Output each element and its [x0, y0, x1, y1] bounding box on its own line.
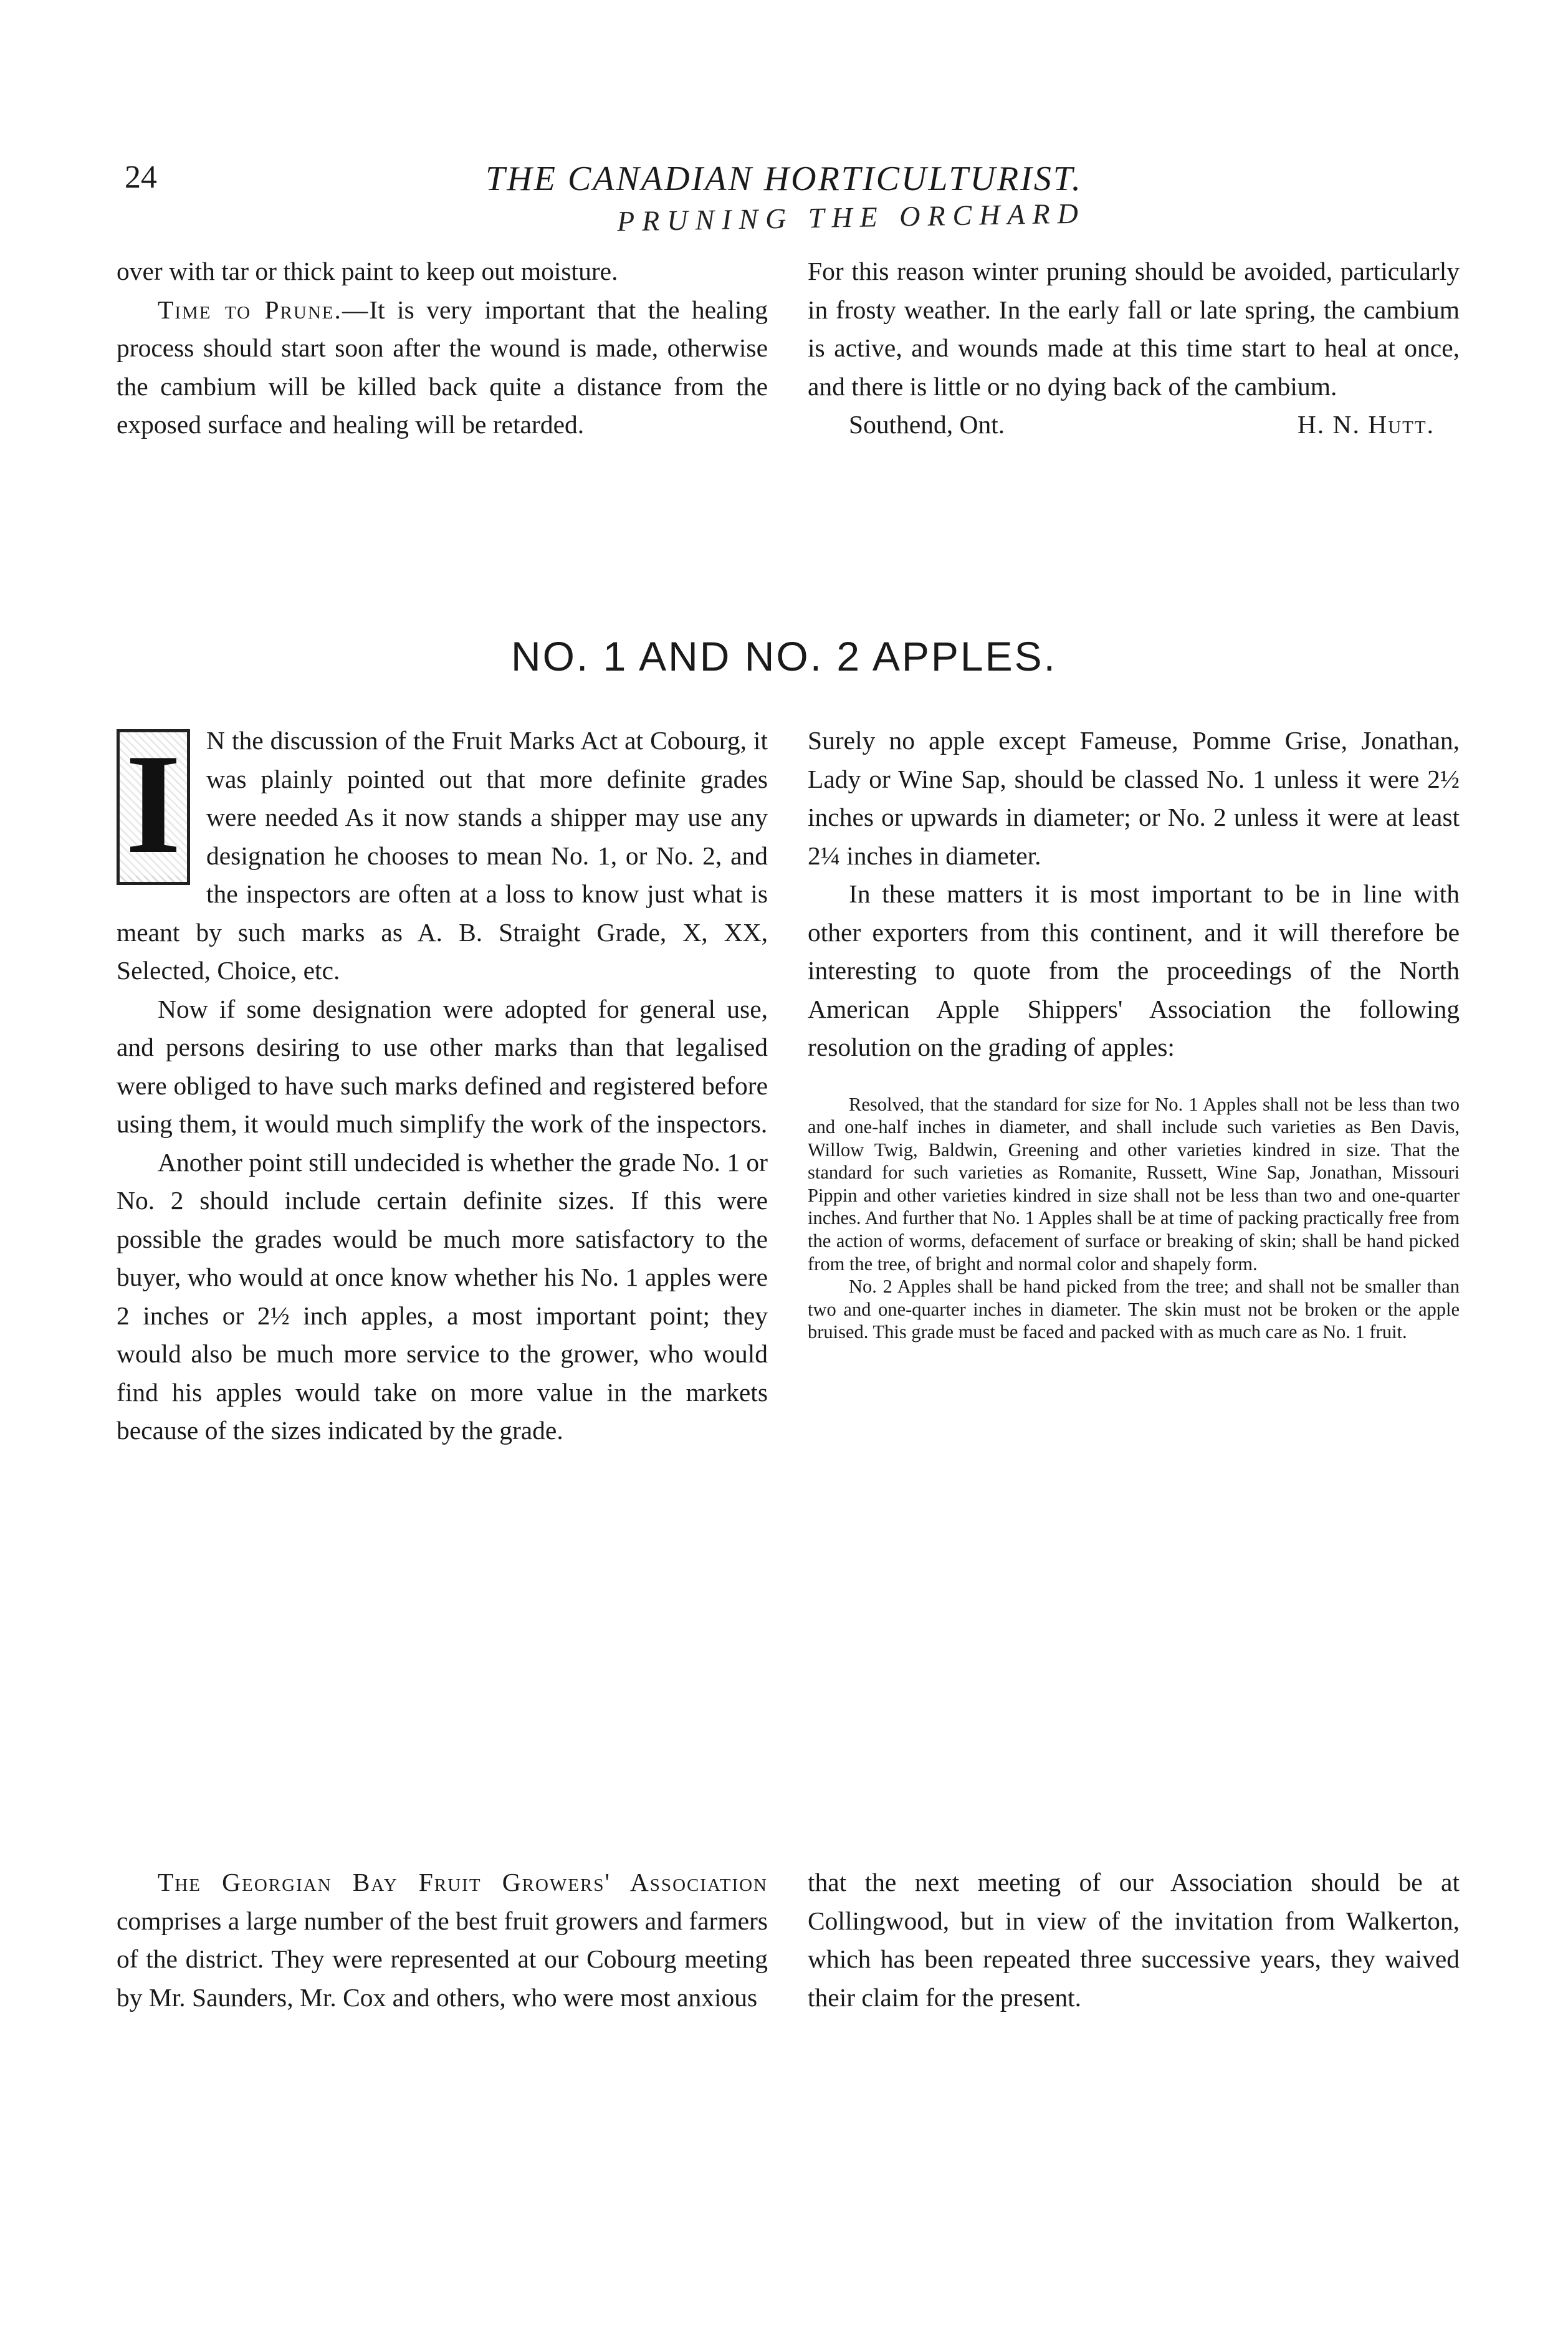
page-number: 24: [125, 160, 157, 195]
georgian-text: comprises a large number of the best fruit growers and farmers of the district. They were represented at our Cobourg meeting by Mr. Saunders, Mr. Cox and others, who were most anxious: [117, 1906, 768, 2012]
apples-paragraph: Another point still undecided is whether the grade No. 1 or No. 2 should include certain definite sizes. If this were possible the grades would be much more satisfactory to the buyer, who would at once know whether his No. 1 apples were 2 inches or 2½ inch apples, a most important point; they would also be much more service to the grower, who would find his apples would take on more value in the markets because of the sizes indicated by the grade.: [117, 1147, 768, 1445]
pruning-left-column: [117, 252, 768, 444]
section-heading: NO. 1 AND NO. 2 APPLES.: [511, 633, 1057, 679]
signature-place: Southend, Ont.: [849, 410, 1005, 439]
apples-paragraph: In these matters it is most important to be in line with other exporters from this continent, and it will therefore be interesting to quote from the proceedings of the North American Apple Shippers' Association the following resolution on the grading of apples:: [808, 879, 1460, 1061]
apples-paragraph: [117, 722, 768, 990]
georgian-paragraph: [117, 1863, 768, 2017]
resolution-paragraph: No. 2 Apples shall be hand picked from the tree; and shall not be smaller than two and one-quarter inches in diameter. The skin must not be broken or the apple bruised. This grade must be faced and packed with as much care as No. 1 fruit.: [808, 1276, 1460, 1343]
running-title: THE CANADIAN HORTICULTURIST.: [485, 160, 1083, 198]
apples-paragraph: Surely no apple except Fameuse, Pomme Grise, Jonathan, Lady or Wine Sap, should be classed No. 1 unless it were 2½ inches or upwards in diameter; or No. 2 unless it were at least 2¼ inches in diameter.: [808, 726, 1460, 870]
georgian-left-column: [117, 1863, 768, 2017]
handwritten-note: PRUNING THE ORCHARD: [616, 197, 1086, 237]
apples-right-column: [808, 722, 1460, 1344]
apples-paragraph: Now if some designation were adopted for general use, and persons desiring to use other marks than that legalised were obliged to have such marks defined and registered before using them, it would much simplify the work of the inspectors.: [117, 994, 768, 1138]
association-name: The Georgian Bay Fruit Growers' Association: [158, 1868, 768, 1897]
pruning-paragraph: For this reason winter pruning should be avoided, particularly in frosty weather. In the early fall or late spring, the cambium is active, and wounds made at this time start to heal at once, and there is little or no dying back of the cambium.: [808, 257, 1460, 401]
pruning-paragraph: [117, 291, 768, 444]
pruning-text: It is very important that the healing process should start soon after the wound is made, otherwise the cambium will be killed back quite a distance from the exposed surface and healing will be retarded.: [117, 295, 768, 439]
georgian-right-column: [808, 1863, 1460, 2017]
drop-cap: I: [117, 729, 190, 885]
pruning-paragraph: over with tar or thick paint to keep out moisture.: [117, 257, 618, 285]
resolution-quote: [808, 1093, 1460, 1344]
pruning-right-column: [808, 252, 1460, 444]
resolution-paragraph: Resolved, that the standard for size for No. 1 Apples shall not be less than two and one-half inches in diameter, and shall include such varieties as Ben Davis, Willow Twig, Baldwin, Greening and other varieties kindred in size. That the standard for such varieties as Romanite, Russett, Wine Sap, Jonathan, Missouri Pippin and other varieties kindred in size shall not be less than two and one-quarter inches. And further that No. 1 Apples shall be at time of packing practically free from the action of worms, defacement of surface or breaking of skin; shall be hand picked from the tree, of bright and normal color and shapely form.: [808, 1093, 1460, 1275]
signature-name: H. N. Hutt.: [1297, 410, 1435, 439]
signature: [808, 406, 1460, 444]
apples-left-column: [117, 722, 768, 1450]
time-to-prune-label: Time to Prune.—: [158, 295, 370, 324]
apples-text: N the discussion of the Fruit Marks Act at Cobourg, it was plainly pointed out that more definite grades were needed As it now stands a shipper may use any designation he chooses to mean No. 1, or No. 2, and the inspectors are often at a loss to know just what is meant by such marks as A. B. Straight Grade, X, XX, Selected, Choice, etc.: [117, 726, 768, 985]
georgian-paragraph: that the next meeting of our Association should be at Collingwood, but in view of the invitation from Walkerton, which has been repeated three successive years, they waived their claim for the present.: [808, 1868, 1460, 2012]
